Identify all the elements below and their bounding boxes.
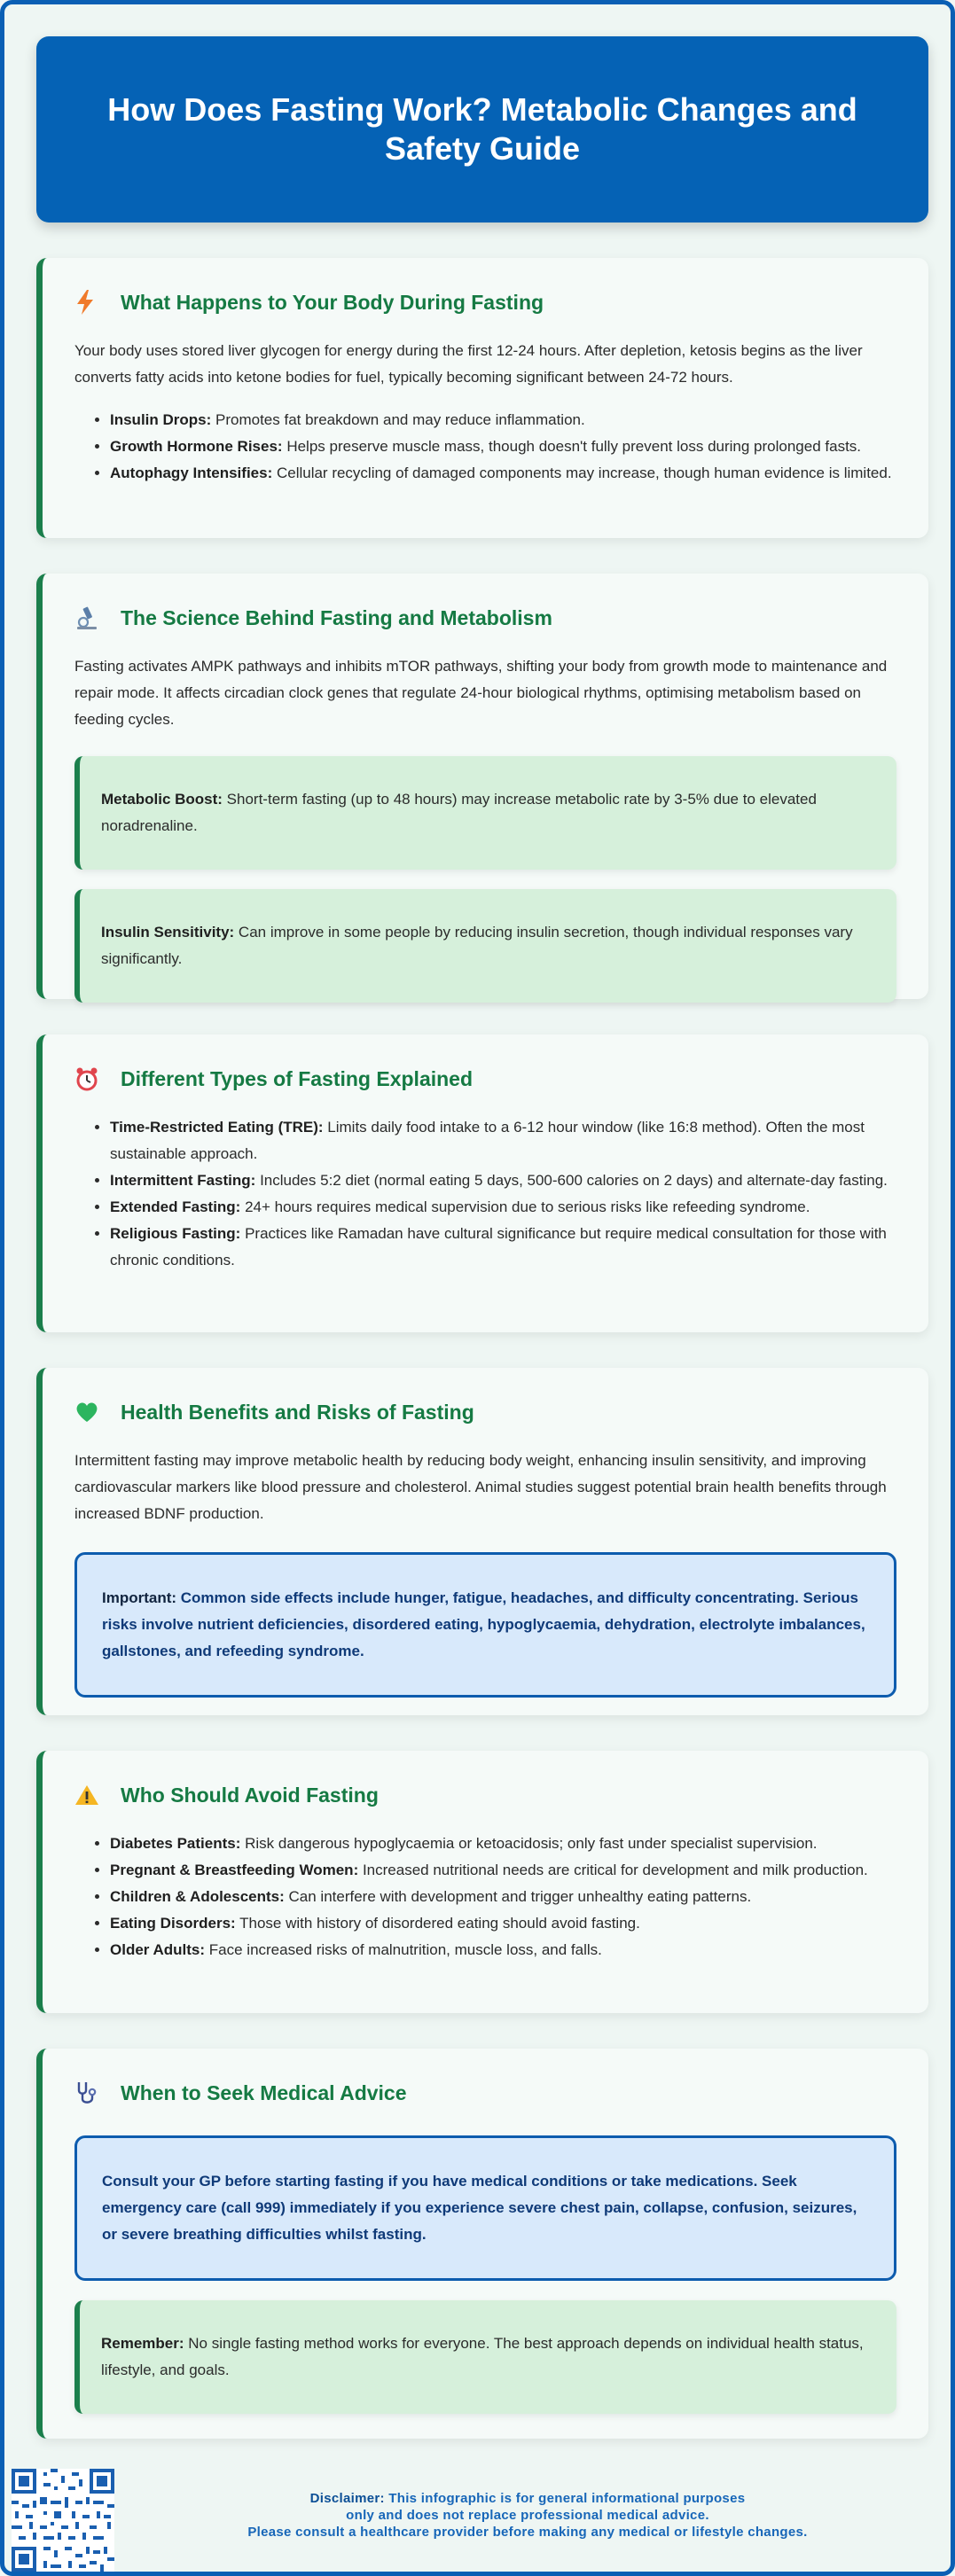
section-paragraph: Your body uses stored liver glycogen for energy during the first 12-24 hours. After depletion, ketosis begins as the liver converts fatty acids into ketone bodies for fuel, typically becoming significant between 24-72 hours. xyxy=(74,342,863,386)
section-title: What Happens to Your Body During Fasting xyxy=(121,290,544,314)
list-item-text: Includes 5:2 diet (normal eating 5 days, 500-600 calories on 2 days) and alternate-day fasting. xyxy=(255,1172,888,1189)
section-science xyxy=(36,574,928,999)
section-header xyxy=(74,598,896,637)
section-header xyxy=(74,1059,896,1098)
list-item-term: Insulin Drops: xyxy=(110,411,212,428)
list-item-text: Those with history of disordered eating should avoid fasting. xyxy=(235,1915,640,1932)
section-title: Health Benefits and Risks of Fasting xyxy=(121,1400,474,1424)
warning-icon xyxy=(74,1780,110,1810)
footer xyxy=(4,2469,955,2575)
emergency-alert-box xyxy=(74,2135,896,2281)
list-item-term: Religious Fasting: xyxy=(110,1225,241,1242)
section-title: Who Should Avoid Fasting xyxy=(121,1783,379,1807)
box-term: Remember: xyxy=(101,2335,184,2352)
list-item xyxy=(110,1114,896,1167)
box-text: Short-term fasting (up to 48 hours) may increase metabolic rate by 3-5% due to elevated noradrenaline. xyxy=(101,791,817,834)
list-item-text: Limits daily food intake to a 6-12 hour window (like 16:8 method). Often the most sustainable approach. xyxy=(110,1119,865,1162)
list-item-text: Helps preserve muscle mass, though doesn't fully prevent loss during prolonged fasts. xyxy=(282,438,862,455)
section-header xyxy=(74,1776,896,1815)
stethoscope-icon xyxy=(74,2078,110,2108)
list-item xyxy=(110,1831,896,1857)
page-title: How Does Fasting Work? Metabolic Changes and Safety Guide xyxy=(107,91,857,167)
section-who-should-avoid xyxy=(36,1751,928,2013)
section-header xyxy=(74,2073,896,2112)
list-item xyxy=(110,1857,896,1884)
section-title: When to Seek Medical Advice xyxy=(121,2080,407,2104)
green-heart-icon xyxy=(74,1397,110,1427)
list-item-term: Children & Adolescents: xyxy=(110,1888,285,1905)
section-fasting-types xyxy=(36,1034,928,1332)
insulin-sensitivity-box xyxy=(74,889,896,1003)
list-item xyxy=(110,407,896,433)
microscope-icon xyxy=(74,603,110,633)
list-item xyxy=(110,1221,896,1274)
list-item-term: Diabetes Patients: xyxy=(110,1835,241,1852)
section-benefits-risks xyxy=(36,1368,928,1715)
list-item-text: Face increased risks of malnutrition, muscle loss, and falls. xyxy=(205,1941,602,1958)
list-item-term: Time-Restricted Eating (TRE): xyxy=(110,1119,324,1136)
list-item-term: Pregnant & Breastfeeding Women: xyxy=(110,1862,359,1878)
section-title: Different Types of Fasting Explained xyxy=(121,1066,474,1090)
list-item xyxy=(110,460,896,487)
section-header xyxy=(74,283,896,322)
box-term: Insulin Sensitivity: xyxy=(101,924,235,941)
list-item-text: Risk dangerous hypoglycaemia or ketoacidosis; only fast under specialist supervision. xyxy=(240,1835,818,1852)
list-item xyxy=(110,1194,896,1221)
bullet-list xyxy=(74,1831,896,1963)
section-medical-advice xyxy=(36,2049,928,2439)
list-item-text: Promotes fat breakdown and may reduce inflammation. xyxy=(211,411,585,428)
section-title: The Science Behind Fasting and Metabolism xyxy=(121,605,552,629)
list-item xyxy=(110,1884,896,1910)
list-item-term: Extended Fasting: xyxy=(110,1198,241,1215)
list-item-term: Eating Disorders: xyxy=(110,1915,236,1932)
disclaimer-text xyxy=(129,2490,927,2541)
bullet-list xyxy=(74,1114,896,1274)
list-item-term: Growth Hormone Rises: xyxy=(110,438,283,455)
qr-code-icon xyxy=(12,2469,114,2572)
list-item-text: Practices like Ramadan have cultural significance but require medical consultation for those with chronic conditions. xyxy=(110,1225,887,1268)
list-item-text: Can interfere with development and trigger unhealthy eating patterns. xyxy=(284,1888,752,1905)
remember-box xyxy=(74,2300,896,2414)
list-item-text: Increased nutritional needs are critical for development and milk production. xyxy=(358,1862,868,1878)
box-text: No single fasting method works for everyone. The best approach depends on individual health status, lifestyle, and goals. xyxy=(101,2335,864,2378)
lightning-icon xyxy=(74,287,110,317)
disclaimer-term: Disclaimer: xyxy=(309,2491,385,2506)
section-paragraph: Fasting activates AMPK pathways and inhibits mTOR pathways, shifting your body from growth mode to maintenance and repair mode. It affects circadian clock genes that regulate 24-hour biological rhythms, optimising metabolism based on feeding cycles. xyxy=(74,658,888,728)
list-item xyxy=(110,433,896,460)
box-text: Can improve in some people by reducing insulin secretion, though individual responses vary significantly. xyxy=(101,924,853,967)
box-term: Metabolic Boost: xyxy=(101,791,223,808)
list-item-term: Autophagy Intensifies: xyxy=(110,464,273,481)
list-item-text: 24+ hours requires medical supervision due to serious risks like refeeding syndrome. xyxy=(240,1198,810,1215)
bullet-list xyxy=(74,407,896,487)
list-item-term: Intermittent Fasting: xyxy=(110,1172,256,1189)
list-item xyxy=(110,1910,896,1937)
alarm-clock-icon xyxy=(74,1064,110,1094)
section-body-changes xyxy=(36,258,928,538)
disclaimer-line: Please consult a healthcare provider before making any medical or lifestyle changes. xyxy=(247,2525,808,2540)
alert-text: Consult your GP before starting fasting if you have medical conditions or take medications. Seek emergency care (call 999) immediately if you experience severe chest pain, collapse, confusion, seizures, or severe breathing difficulties whilst fasting. xyxy=(102,2173,857,2243)
section-paragraph: Intermittent fasting may improve metabolic health by reducing body weight, enhancing insulin sensitivity, and improving cardiovascular markers like blood pressure and cholesterol. Animal studies suggest potential brain health benefits through increased BDNF production. xyxy=(74,1452,887,1522)
important-alert-box xyxy=(74,1552,896,1698)
list-item-term: Older Adults: xyxy=(110,1941,206,1958)
section-header xyxy=(74,1393,896,1432)
page-header xyxy=(36,36,928,222)
disclaimer-line: only and does not replace professional medical advice. xyxy=(346,2508,709,2523)
metabolic-boost-box xyxy=(74,756,896,870)
list-item xyxy=(110,1937,896,1963)
alert-term: Important: xyxy=(102,1589,177,1606)
list-item-text: Cellular recycling of damaged components may increase, though human evidence is limited. xyxy=(272,464,892,481)
list-item xyxy=(110,1167,896,1194)
disclaimer-line: This infographic is for general informational purposes xyxy=(384,2491,746,2506)
alert-text: Common side effects include hunger, fatigue, headaches, and difficulty concentrating. Serious risks involve nutrient deficiencies, disordered eating, hypoglycaemia, dehydration, electrolyte imbalances, gallstones, and refeeding syndrome. xyxy=(102,1589,865,1659)
